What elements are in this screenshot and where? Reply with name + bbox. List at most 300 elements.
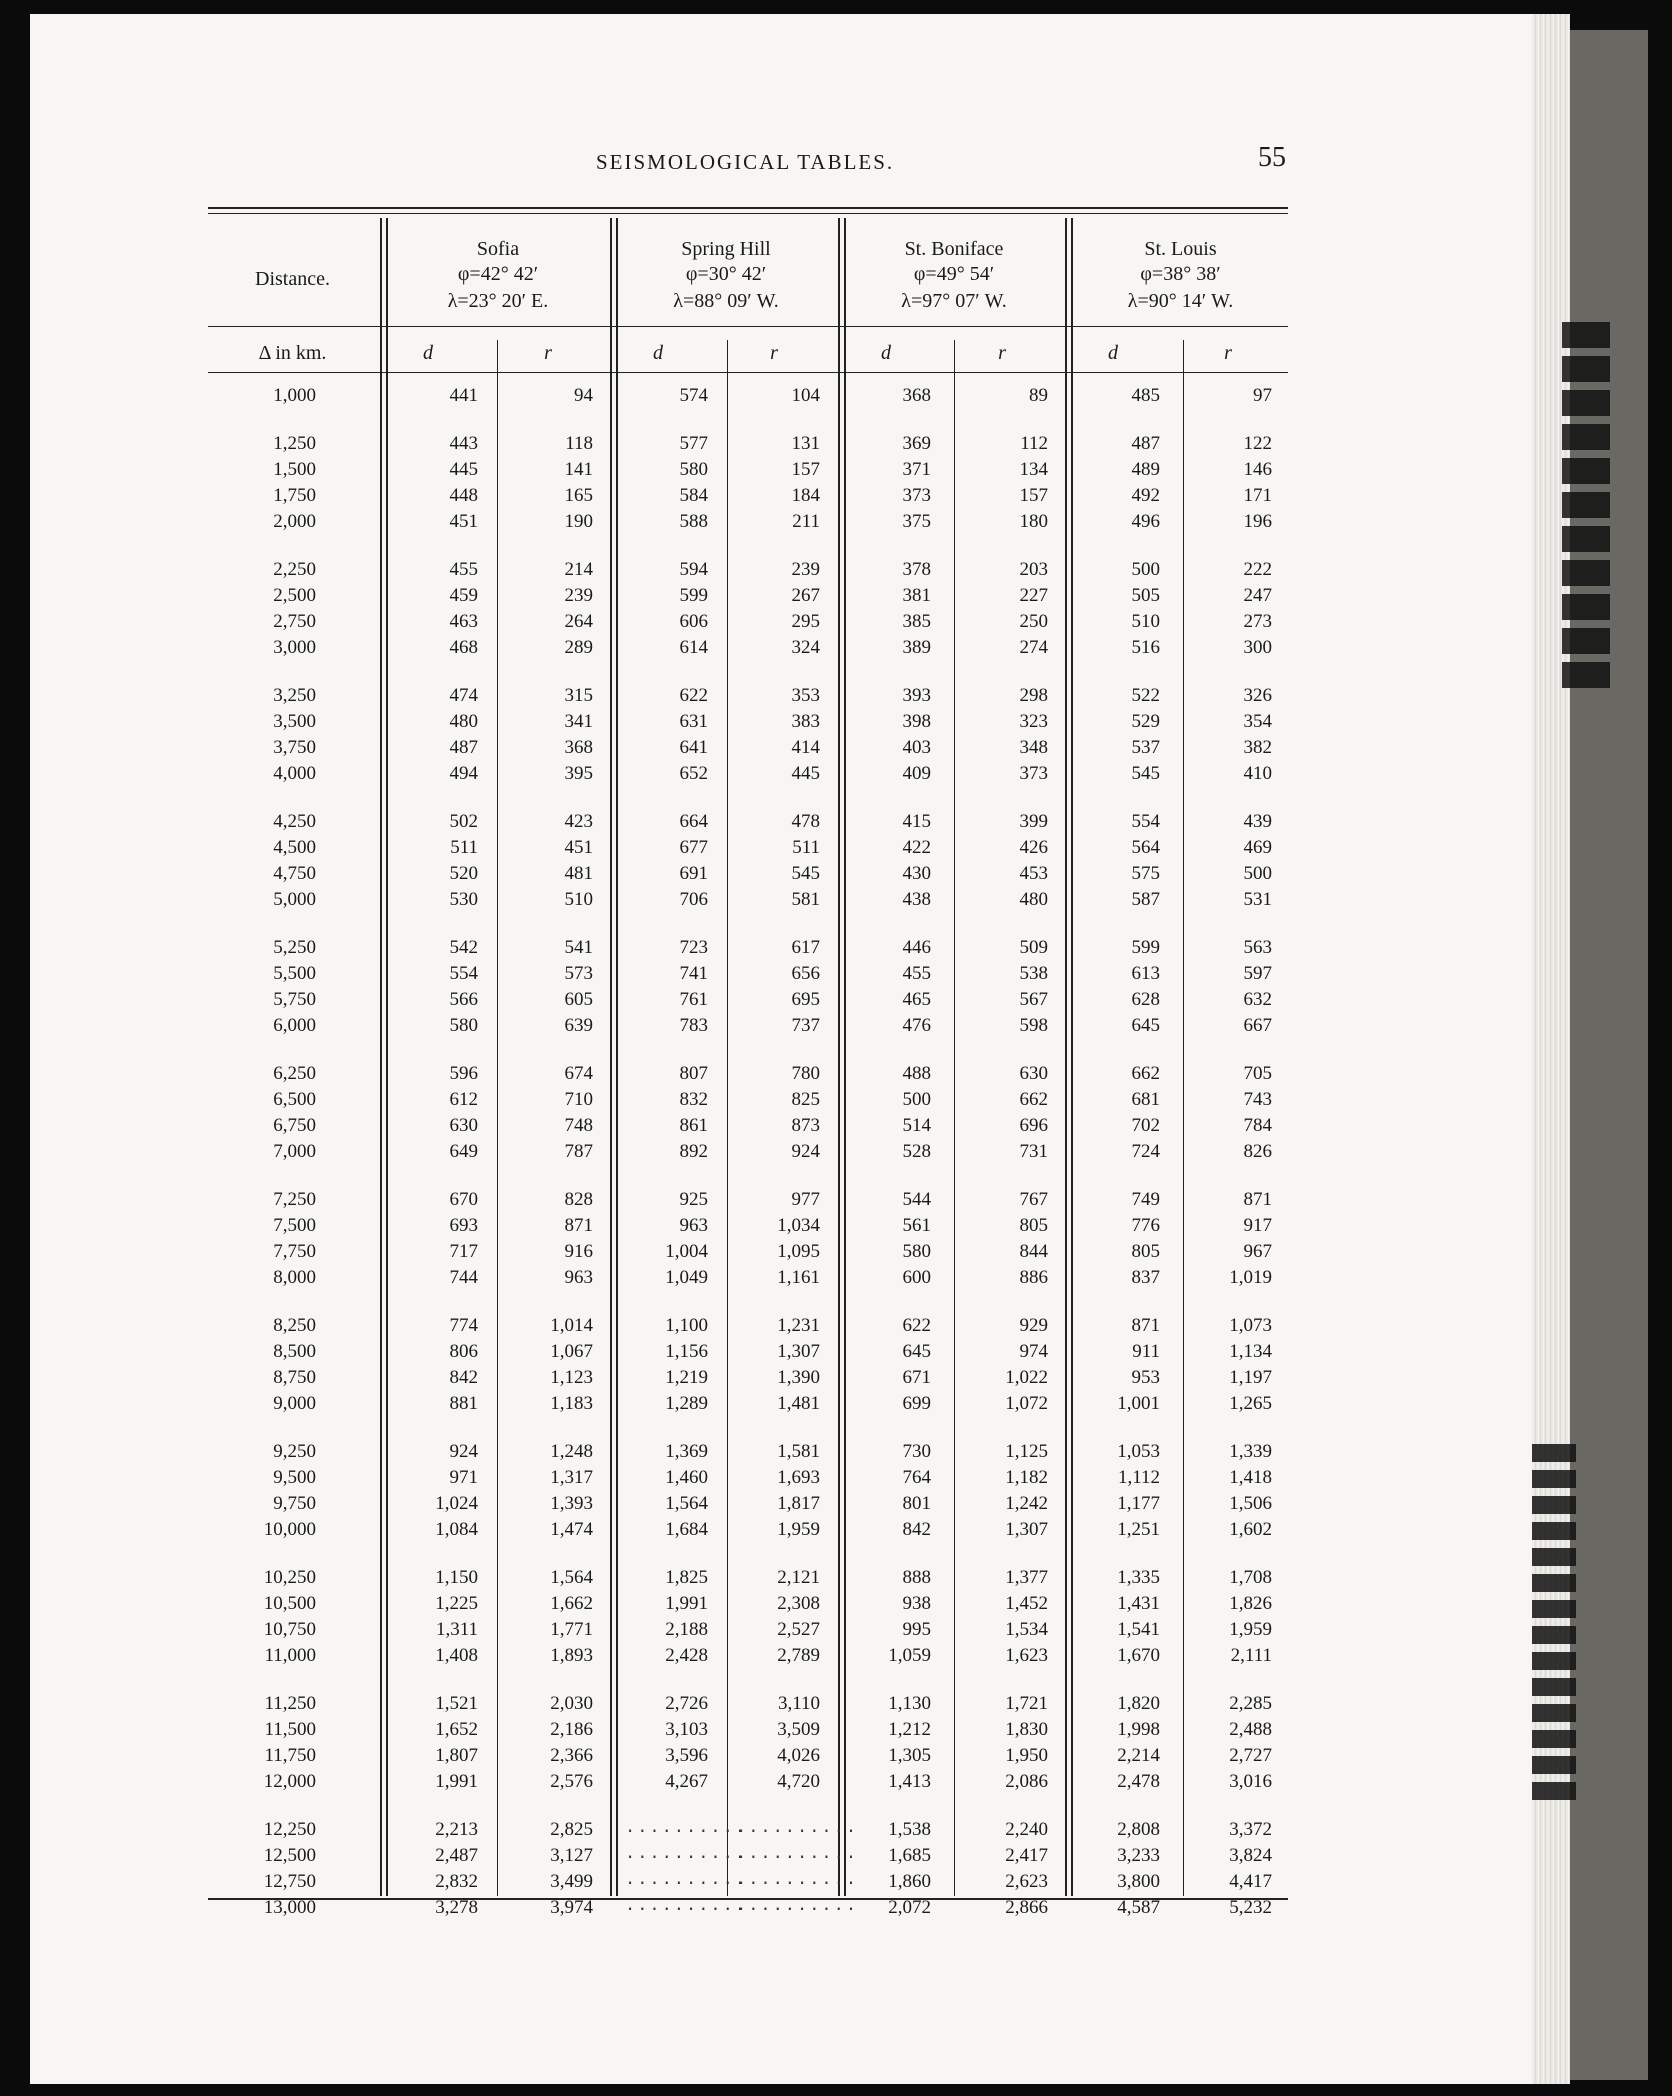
r-value: 3,974: [550, 1897, 593, 1918]
r-value: 1,817: [777, 1493, 820, 1514]
r-value: 1,708: [1229, 1567, 1272, 1588]
d-value: 1,807: [435, 1745, 478, 1766]
r-value: 5,232: [1229, 1897, 1272, 1918]
d-value: 1,001: [1117, 1393, 1160, 1414]
r-value: 469: [1243, 837, 1272, 858]
r-value: 2,623: [1005, 1871, 1048, 1892]
d-value: 1,112: [1117, 1467, 1160, 1488]
distance-value: 5,750: [273, 989, 316, 1010]
d-value: 494: [449, 763, 478, 784]
d-value: 649: [449, 1141, 478, 1162]
d-value: 1,024: [435, 1493, 478, 1514]
r-value: 617: [791, 937, 820, 958]
distance-value: 7,500: [273, 1215, 316, 1236]
d-value: 1,408: [435, 1645, 478, 1666]
r-value: 1,950: [1005, 1745, 1048, 1766]
d-value: 1,991: [665, 1593, 708, 1614]
r-value: 567: [1019, 989, 1048, 1010]
empty-cell-r: ..........: [736, 1897, 859, 1916]
d-value: 842: [902, 1519, 931, 1540]
r-value: 1,418: [1229, 1467, 1272, 1488]
r-value: 203: [1019, 559, 1048, 580]
d-value: 730: [902, 1441, 931, 1462]
r-value: 326: [1243, 685, 1272, 706]
r-value: 1,474: [550, 1519, 593, 1540]
d-value: 1,219: [665, 1367, 708, 1388]
r-value: 509: [1019, 937, 1048, 958]
r-value: 1,034: [777, 1215, 820, 1236]
r-value: 414: [791, 737, 820, 758]
d-value: 971: [449, 1467, 478, 1488]
r-value: 662: [1019, 1089, 1048, 1110]
d-value: 522: [1131, 685, 1160, 706]
r-value: 439: [1243, 811, 1272, 832]
r-value: 2,030: [550, 1693, 593, 1714]
d-value: 545: [1131, 763, 1160, 784]
d-value: 441: [449, 385, 478, 406]
d-value: 691: [679, 863, 708, 884]
d-value: 837: [1131, 1267, 1160, 1288]
r-value: 3,499: [550, 1871, 593, 1892]
r-value: 825: [791, 1089, 820, 1110]
distance-value: 10,750: [263, 1619, 316, 1640]
station-longitude: λ=23° 20′ E.: [447, 290, 549, 312]
station-longitude: λ=88° 09′ W.: [673, 290, 779, 312]
station-longitude: λ=90° 14′ W.: [1127, 290, 1234, 312]
r-value: 382: [1243, 737, 1272, 758]
r-value: 94: [574, 385, 593, 406]
distance-value: 3,000: [273, 637, 316, 658]
distance-value: 7,000: [273, 1141, 316, 1162]
r-value: 639: [564, 1015, 593, 1036]
r-value: 3,372: [1229, 1819, 1272, 1840]
r-value: 165: [564, 485, 593, 506]
station-latitude: φ=30° 42′: [685, 263, 767, 285]
empty-cell-d: ..........: [625, 1897, 748, 1916]
d-value: 681: [1131, 1089, 1160, 1110]
r-value: 3,509: [777, 1719, 820, 1740]
d-value: 510: [1131, 611, 1160, 632]
d-value: 631: [679, 711, 708, 732]
d-value: 1,335: [1117, 1567, 1160, 1588]
d-value: 474: [449, 685, 478, 706]
d-value: 487: [1131, 433, 1160, 454]
r-value: 545: [791, 863, 820, 884]
d-value: 496: [1131, 511, 1160, 532]
distance-value: 12,250: [263, 1819, 316, 1840]
column-d-header: d: [1108, 342, 1118, 364]
r-value: 917: [1243, 1215, 1272, 1236]
r-value: 131: [791, 433, 820, 454]
d-value: 1,150: [435, 1567, 478, 1588]
distance-value: 2,750: [273, 611, 316, 632]
r-value: 2,527: [777, 1619, 820, 1640]
r-value: 1,022: [1005, 1367, 1048, 1388]
r-value: 2,186: [550, 1719, 593, 1740]
r-value: 541: [564, 937, 593, 958]
r-value: 977: [791, 1189, 820, 1210]
column-d-header: d: [653, 342, 663, 364]
d-value: 468: [449, 637, 478, 658]
d-value: 717: [449, 1241, 478, 1262]
d-value: 645: [1131, 1015, 1160, 1036]
d-value: 1,684: [665, 1519, 708, 1540]
r-value: 1,693: [777, 1467, 820, 1488]
r-value: 924: [791, 1141, 820, 1162]
r-value: 2,866: [1005, 1897, 1048, 1918]
d-value: 1,820: [1117, 1693, 1160, 1714]
d-value: 487: [449, 737, 478, 758]
subheader-rule: [208, 372, 1288, 373]
d-value: 774: [449, 1315, 478, 1336]
d-value: 537: [1131, 737, 1160, 758]
r-value: 118: [565, 433, 593, 454]
d-value: 606: [679, 611, 708, 632]
r-value: 826: [1243, 1141, 1272, 1162]
r-value: 348: [1019, 737, 1048, 758]
d-value: 485: [1131, 385, 1160, 406]
d-value: 612: [449, 1089, 478, 1110]
d-value: 584: [679, 485, 708, 506]
r-value: 2,825: [550, 1819, 593, 1840]
d-value: 580: [902, 1241, 931, 1262]
r-value: 180: [1019, 511, 1048, 532]
d-value: 381: [902, 585, 931, 606]
r-value: 4,026: [777, 1745, 820, 1766]
r-value: 1,452: [1005, 1593, 1048, 1614]
r-value: 4,417: [1229, 1871, 1272, 1892]
r-value: 1,771: [550, 1619, 593, 1640]
d-value: 438: [902, 889, 931, 910]
station-name: St. Boniface: [904, 238, 1004, 260]
r-value: 886: [1019, 1267, 1048, 1288]
distance-value: 4,250: [273, 811, 316, 832]
d-value: 670: [449, 1189, 478, 1210]
header-rule: [208, 326, 1288, 327]
d-value: 724: [1131, 1141, 1160, 1162]
d-value: 465: [902, 989, 931, 1010]
r-value: 1,265: [1229, 1393, 1272, 1414]
r-value: 573: [564, 963, 593, 984]
d-value: 575: [1131, 863, 1160, 884]
r-value: 767: [1019, 1189, 1048, 1210]
r-value: 511: [792, 837, 820, 858]
d-value: 2,188: [665, 1619, 708, 1640]
d-value: 2,214: [1117, 1745, 1160, 1766]
r-value: 273: [1243, 611, 1272, 632]
d-value: 806: [449, 1341, 478, 1362]
d-value: 451: [449, 511, 478, 532]
d-value: 600: [902, 1267, 931, 1288]
r-value: 1,067: [550, 1341, 593, 1362]
r-value: 373: [1019, 763, 1048, 784]
r-value: 731: [1019, 1141, 1048, 1162]
distance-value: 8,500: [273, 1341, 316, 1362]
d-value: 542: [449, 937, 478, 958]
d-value: 693: [449, 1215, 478, 1236]
r-value: 784: [1243, 1115, 1272, 1136]
r-value: 1,183: [550, 1393, 593, 1414]
d-value: 389: [902, 637, 931, 658]
r-value: 1,662: [550, 1593, 593, 1614]
d-value: 422: [902, 837, 931, 858]
d-value: 446: [902, 937, 931, 958]
d-value: 409: [902, 763, 931, 784]
r-value: 1,073: [1229, 1315, 1272, 1336]
table-top-rule-2: [208, 213, 1288, 214]
distance-value: 1,500: [273, 459, 316, 480]
d-value: 699: [902, 1393, 931, 1414]
d-value: 398: [902, 711, 931, 732]
d-value: 599: [679, 585, 708, 606]
d-value: 1,212: [888, 1719, 931, 1740]
r-value: 500: [1243, 863, 1272, 884]
d-value: 641: [679, 737, 708, 758]
d-value: 749: [1131, 1189, 1160, 1210]
d-value: 1,652: [435, 1719, 478, 1740]
distance-value: 8,750: [273, 1367, 316, 1388]
r-value: 2,086: [1005, 1771, 1048, 1792]
r-value: 1,019: [1229, 1267, 1272, 1288]
d-value: 652: [679, 763, 708, 784]
station-latitude: φ=38° 38′: [1140, 263, 1221, 285]
r-value: 97: [1253, 385, 1272, 406]
empty-cell-d: ..........: [625, 1845, 748, 1864]
d-value: 375: [902, 511, 931, 532]
distance-value: 11,000: [264, 1645, 316, 1666]
r-value: 410: [1243, 763, 1272, 784]
distance-value: 3,250: [273, 685, 316, 706]
column-r-header: r: [1224, 342, 1232, 364]
r-value: 1,197: [1229, 1367, 1272, 1388]
r-value: 480: [1019, 889, 1048, 910]
d-value: 430: [902, 863, 931, 884]
r-value: 828: [564, 1189, 593, 1210]
r-value: 1,481: [777, 1393, 820, 1414]
d-value: 500: [902, 1089, 931, 1110]
d-value: 448: [449, 485, 478, 506]
r-value: 605: [564, 989, 593, 1010]
distance-value: 9,250: [273, 1441, 316, 1462]
distance-value: 6,500: [273, 1089, 316, 1110]
r-value: 2,121: [777, 1567, 820, 1588]
r-value: 871: [564, 1215, 593, 1236]
r-value: 478: [791, 811, 820, 832]
d-value: 1,413: [888, 1771, 931, 1792]
r-value: 1,125: [1005, 1441, 1048, 1462]
r-value: 1,123: [550, 1367, 593, 1388]
d-value: 911: [1132, 1341, 1160, 1362]
r-value: 295: [791, 611, 820, 632]
d-value: 529: [1131, 711, 1160, 732]
distance-value: 12,750: [263, 1871, 316, 1892]
distance-value: 7,750: [273, 1241, 316, 1262]
r-value: 1,134: [1229, 1341, 1272, 1362]
distance-value: 12,000: [263, 1771, 316, 1792]
d-value: 577: [679, 433, 708, 454]
d-value: 564: [1131, 837, 1160, 858]
d-value: 628: [1131, 989, 1160, 1010]
distance-value: 3,750: [273, 737, 316, 758]
r-value: 323: [1019, 711, 1048, 732]
column-r-header: r: [770, 342, 778, 364]
station-name: Spring Hill: [681, 238, 771, 260]
d-value: 2,428: [665, 1645, 708, 1666]
r-value: 300: [1243, 637, 1272, 658]
d-value: 373: [902, 485, 931, 506]
d-value: 741: [679, 963, 708, 984]
r-value: 1,564: [550, 1567, 593, 1588]
d-value: 995: [902, 1619, 931, 1640]
r-value: 967: [1243, 1241, 1272, 1262]
r-value: 146: [1243, 459, 1272, 480]
d-value: 371: [902, 459, 931, 480]
d-value: 2,072: [888, 1897, 931, 1918]
r-value: 963: [564, 1267, 593, 1288]
d-value: 1,225: [435, 1593, 478, 1614]
r-value: 916: [564, 1241, 593, 1262]
r-value: 112: [1020, 433, 1048, 454]
r-value: 239: [791, 559, 820, 580]
distance-value: 4,500: [273, 837, 316, 858]
d-value: 871: [1131, 1315, 1160, 1336]
d-value: 2,487: [435, 1845, 478, 1866]
column-r-header: r: [998, 342, 1006, 364]
d-value: 385: [902, 611, 931, 632]
r-value: 1,390: [777, 1367, 820, 1388]
r-value: 1,534: [1005, 1619, 1048, 1640]
d-value: 3,596: [665, 1745, 708, 1766]
r-value: 353: [791, 685, 820, 706]
r-value: 157: [1019, 485, 1048, 506]
distance-value: 10,000: [263, 1519, 316, 1540]
r-value: 3,824: [1229, 1845, 1272, 1866]
r-value: 581: [791, 889, 820, 910]
d-value: 3,800: [1117, 1871, 1160, 1892]
r-value: 354: [1243, 711, 1272, 732]
r-value: 929: [1019, 1315, 1048, 1336]
r-value: 696: [1019, 1115, 1048, 1136]
d-value: 580: [679, 459, 708, 480]
d-value: 1,431: [1117, 1593, 1160, 1614]
r-value: 2,789: [777, 1645, 820, 1666]
d-value: 1,289: [665, 1393, 708, 1414]
d-value: 1,538: [888, 1819, 931, 1840]
d-value: 599: [1131, 937, 1160, 958]
d-value: 938: [902, 1593, 931, 1614]
r-value: 1,506: [1229, 1493, 1272, 1514]
r-value: 134: [1019, 459, 1048, 480]
r-value: 1,377: [1005, 1567, 1048, 1588]
d-value: 1,564: [665, 1493, 708, 1514]
d-value: 1,305: [888, 1745, 931, 1766]
d-value: 881: [449, 1393, 478, 1414]
d-value: 761: [679, 989, 708, 1010]
d-value: 783: [679, 1015, 708, 1036]
r-value: 674: [564, 1063, 593, 1084]
r-value: 2,240: [1005, 1819, 1048, 1840]
r-value: 1,826: [1229, 1593, 1272, 1614]
d-value: 677: [679, 837, 708, 858]
r-value: 122: [1243, 433, 1272, 454]
distance-value: 4,750: [273, 863, 316, 884]
d-value: 805: [1131, 1241, 1160, 1262]
d-value: 492: [1131, 485, 1160, 506]
d-value: 554: [1131, 811, 1160, 832]
page-number: 55: [1258, 142, 1286, 173]
d-value: 4,267: [665, 1771, 708, 1792]
distance-value: 1,750: [273, 485, 316, 506]
r-value: 1,830: [1005, 1719, 1048, 1740]
distance-value: 10,250: [263, 1567, 316, 1588]
r-value: 157: [791, 459, 820, 480]
r-value: 1,893: [550, 1645, 593, 1666]
d-value: 403: [902, 737, 931, 758]
empty-cell-d: ..........: [625, 1819, 748, 1838]
r-value: 598: [1019, 1015, 1048, 1036]
r-value: 787: [564, 1141, 593, 1162]
r-value: 1,959: [777, 1519, 820, 1540]
distance-value: 3,500: [273, 711, 316, 732]
r-value: 247: [1243, 585, 1272, 606]
d-value: 1,670: [1117, 1645, 1160, 1666]
r-value: 705: [1243, 1063, 1272, 1084]
r-value: 104: [791, 385, 820, 406]
r-value: 214: [564, 559, 593, 580]
r-value: 1,307: [777, 1341, 820, 1362]
d-value: 924: [449, 1441, 478, 1462]
r-value: 1,393: [550, 1493, 593, 1514]
distance-value: 13,000: [263, 1897, 316, 1918]
r-value: 2,417: [1005, 1845, 1048, 1866]
r-value: 184: [791, 485, 820, 506]
d-value: 587: [1131, 889, 1160, 910]
r-value: 1,339: [1229, 1441, 1272, 1462]
r-value: 1,095: [777, 1241, 820, 1262]
station-name: St. Louis: [1144, 238, 1217, 260]
d-value: 455: [449, 559, 478, 580]
distance-value: 8,000: [273, 1267, 316, 1288]
r-value: 632: [1243, 989, 1272, 1010]
d-value: 630: [449, 1115, 478, 1136]
r-value: 2,111: [1230, 1645, 1272, 1666]
r-value: 196: [1243, 511, 1272, 532]
r-value: 538: [1019, 963, 1048, 984]
d-value: 554: [449, 963, 478, 984]
d-value: 744: [449, 1267, 478, 1288]
d-value: 1,049: [665, 1267, 708, 1288]
d-value: 622: [902, 1315, 931, 1336]
d-value: 1,059: [888, 1645, 931, 1666]
r-value: 597: [1243, 963, 1272, 984]
r-value: 395: [564, 763, 593, 784]
distance-value: 1,250: [273, 433, 316, 454]
d-value: 1,541: [1117, 1619, 1160, 1640]
empty-cell-r: ..........: [736, 1871, 859, 1890]
distance-value: 6,250: [273, 1063, 316, 1084]
distance-value: 6,000: [273, 1015, 316, 1036]
d-value: 511: [450, 837, 478, 858]
r-value: 222: [1243, 559, 1272, 580]
d-value: 702: [1131, 1115, 1160, 1136]
d-value: 588: [679, 511, 708, 532]
column-d-header: d: [423, 342, 433, 364]
d-value: 801: [902, 1493, 931, 1514]
running-head: SEISMOLOGICAL TABLES.: [596, 150, 895, 174]
d-value: 1,460: [665, 1467, 708, 1488]
d-value: 514: [902, 1115, 931, 1136]
d-value: 3,233: [1117, 1845, 1160, 1866]
